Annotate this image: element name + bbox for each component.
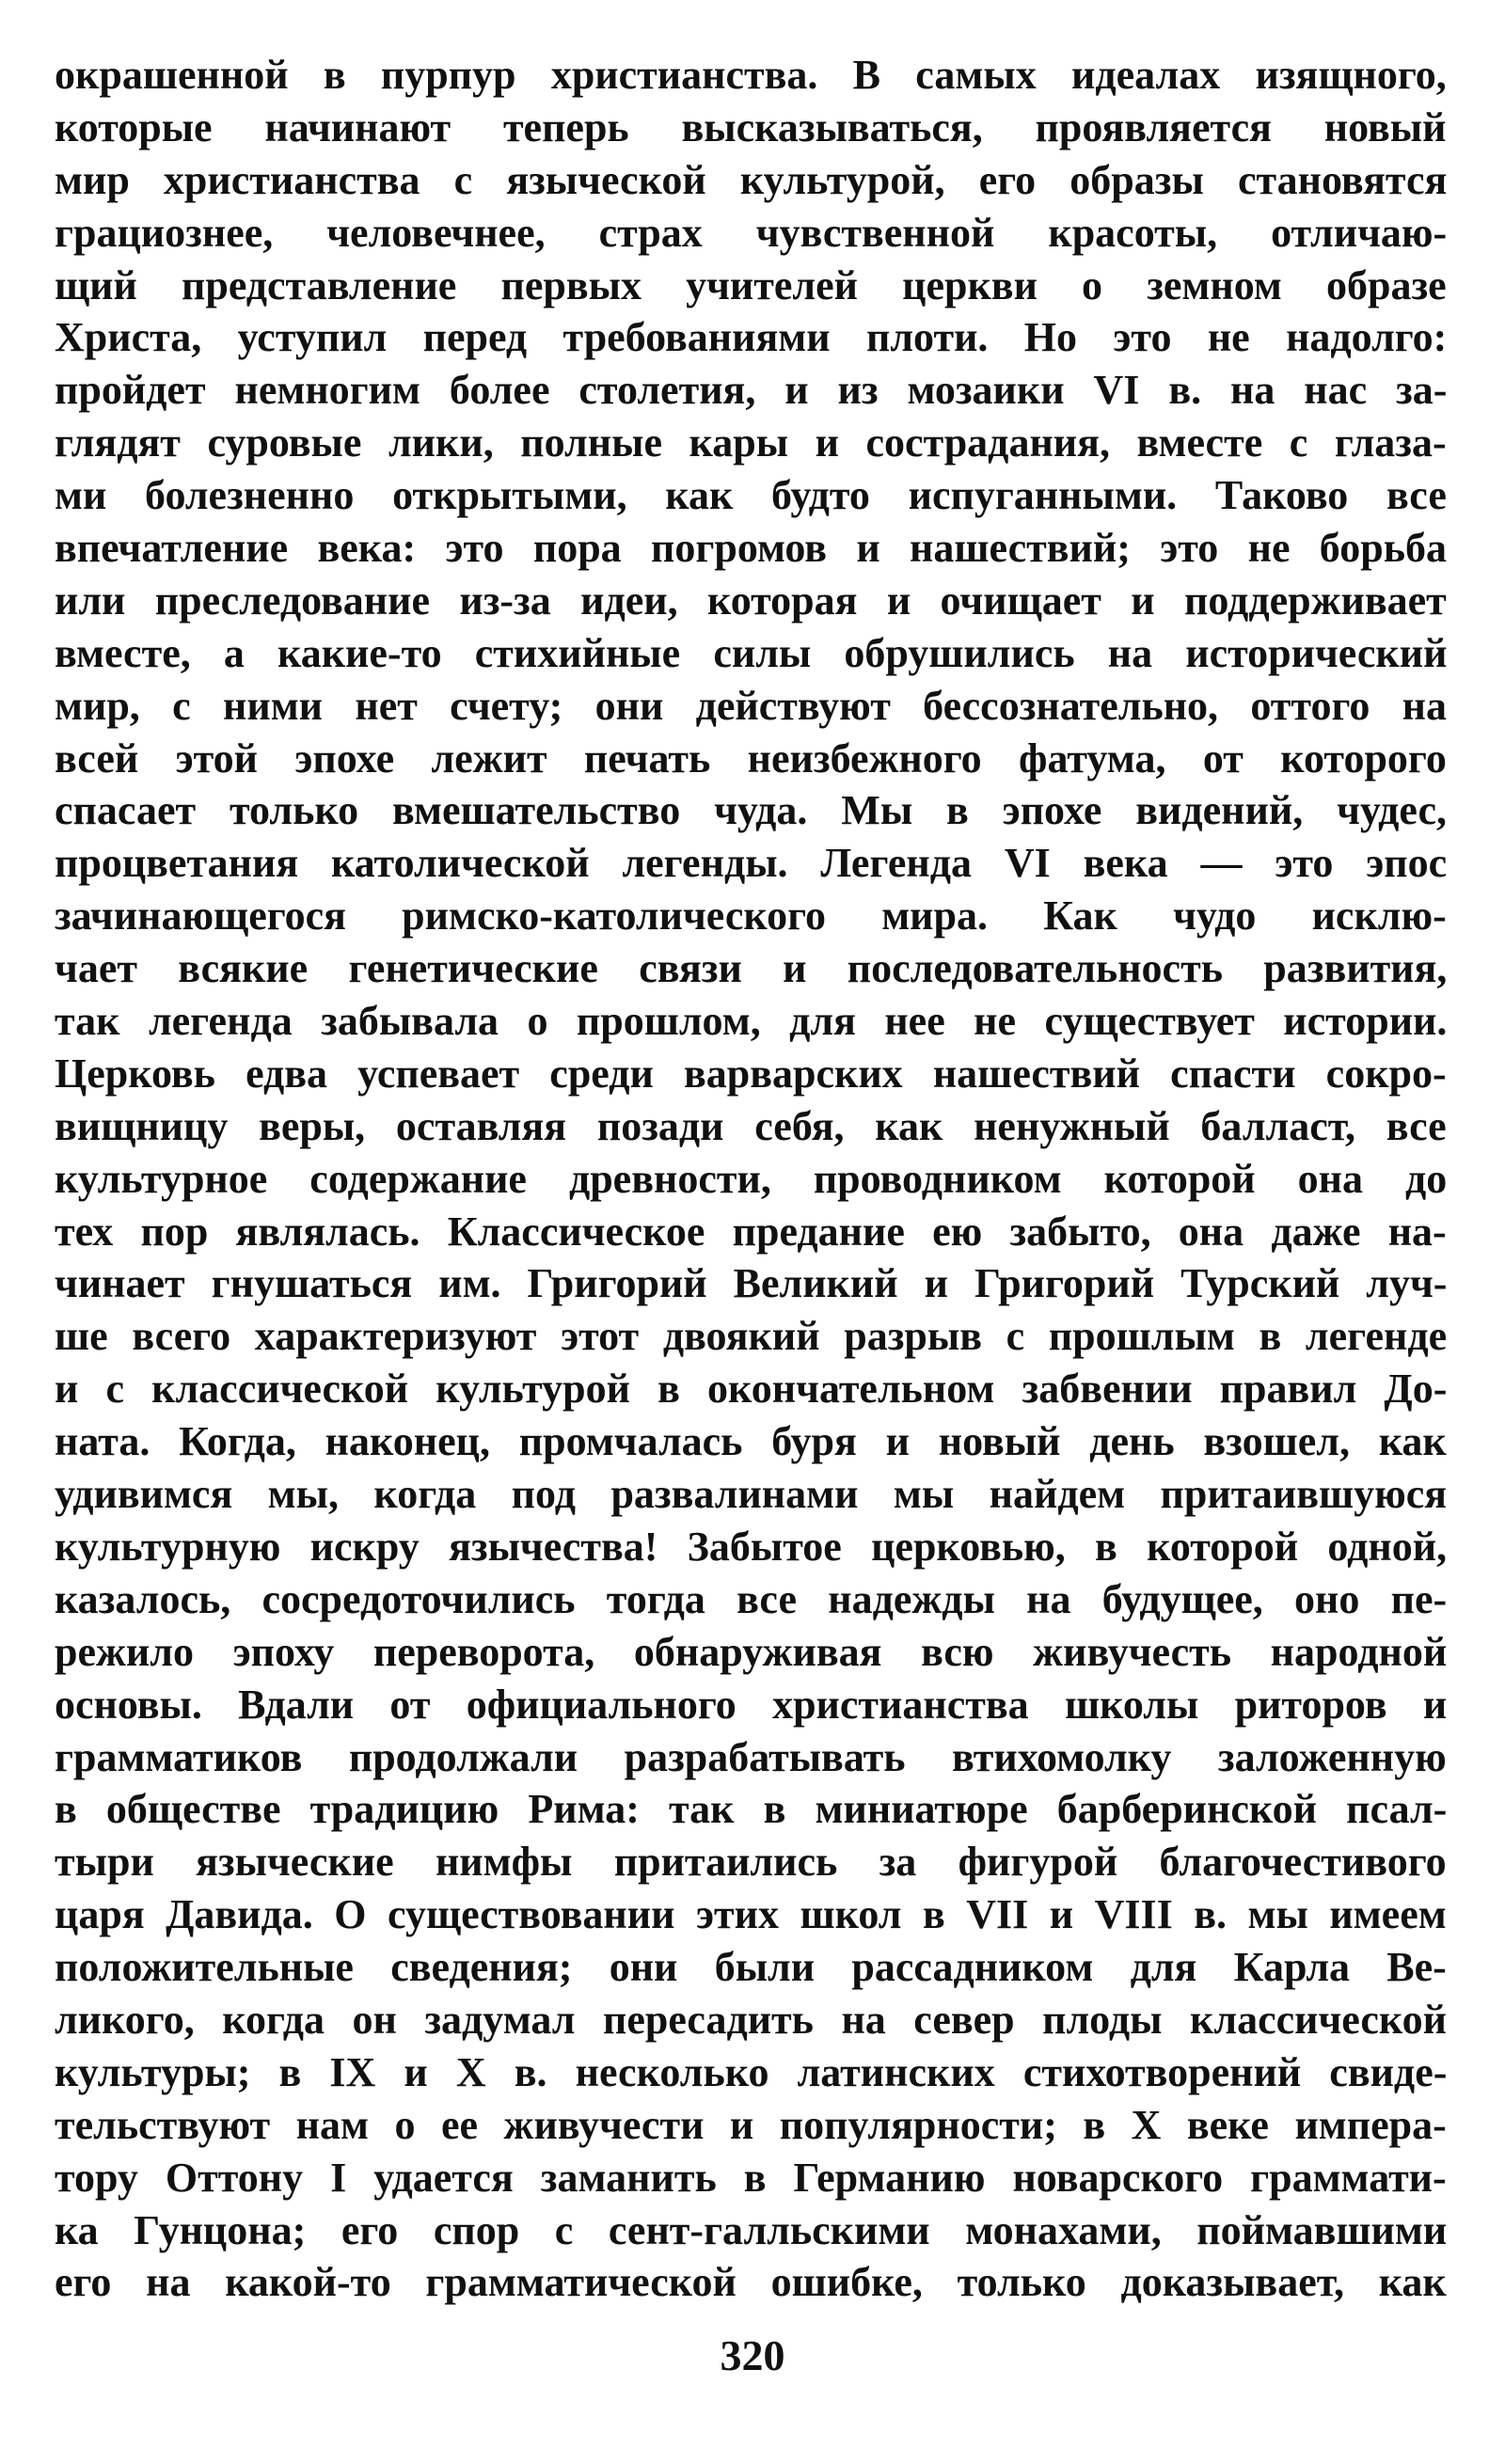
text-line: щий представление первых учителей церкви о земном образе xyxy=(55,261,1447,308)
text-line: так легенда забывала о прошлом, для нее не существует истории. xyxy=(55,998,1447,1045)
text-line: вищницу веры, оставляя позади себя, как ненужный балласт, все xyxy=(55,1102,1447,1149)
text-line: глядят суровые лики, полные кары и сострадания, вместе с глаза- xyxy=(55,419,1447,466)
text-line: вместе, а какие-то стихийные силы обрушились на исторический xyxy=(55,629,1447,676)
text-line: Церковь едва успевает среди варварских нашествий спасти сокро- xyxy=(55,1050,1447,1097)
text-line: положительные сведения; они были рассадником для Карла Ве- xyxy=(55,1944,1447,1991)
text-line: чает всякие генетические связи и последовательность развития, xyxy=(55,945,1447,992)
text-line: тельствуют нам о ее живучести и популярности; в X веке импера- xyxy=(55,2101,1447,2148)
text-line: мир христианства с языческой культурой, его образы становятся xyxy=(55,156,1447,203)
text-line: ми болезненно открытыми, как будто испуганными. Таково все xyxy=(55,472,1447,519)
text-line: процветания католической легенды. Легенда VI века — это эпос xyxy=(55,840,1447,887)
text-line: ликого, когда он задумал пересадить на север плоды классической xyxy=(55,1996,1447,2043)
text-line: ше всего характеризуют этот двоякий разрыв с прошлым в легенде xyxy=(55,1313,1447,1360)
text-line: пройдет немногим более столетия, и из мозаики VI в. на нас за- xyxy=(55,367,1447,414)
text-line: спасает только вмешательство чуда. Мы в эпохе видений, чудес, xyxy=(55,787,1447,834)
text-line: культуры; в IX и X в. несколько латинских стихотворений свиде- xyxy=(55,2048,1447,2095)
text-line: Христа, уступил перед требованиями плоти. Но это не надолго: xyxy=(55,314,1447,361)
page-number: 320 xyxy=(720,2331,785,2379)
text-line: царя Давида. О существовании этих школ в VII и VIII в. мы имеем xyxy=(55,1891,1447,1938)
text-line: ната. Когда, наконец, промчалась буря и новый день взошел, как xyxy=(55,1418,1447,1465)
text-line: или преследование из-за идеи, которая и очищает и поддерживает xyxy=(55,577,1447,624)
text-line: тыри языческие нимфы притаились за фигурой благочестивого xyxy=(55,1839,1447,1886)
text-line: удивимся мы, когда под развалинами мы найдем притаившуюся xyxy=(55,1471,1447,1518)
text-line: которые начинают теперь высказываться, проявляется новый xyxy=(55,103,1447,150)
text-line: ка Гунцона; его спор с сент-галльскими монахами, поймавшими xyxy=(55,2206,1447,2253)
text-line: и с классической культурой в окончательном забвении правил До- xyxy=(55,1366,1447,1413)
text-line: тех пор являлась. Классическое предание ею забыто, она даже на- xyxy=(55,1208,1447,1255)
text-line: основы. Вдали от официального христианства школы риторов и xyxy=(55,1681,1447,1728)
text-line: режило эпоху переворота, обнаруживая всю живучесть народной xyxy=(55,1628,1447,1675)
text-line: культурную искру язычества! Забытое церковью, в которой одной, xyxy=(55,1523,1447,1570)
text-line: тору Оттону I удается заманить в Германию новарского граммати- xyxy=(55,2154,1447,2201)
text-line: культурное содержание древности, проводником которой она до xyxy=(55,1155,1447,1202)
text-line: грациознее, человечнее, страх чувственной красоты, отличаю- xyxy=(55,209,1447,256)
body-text xyxy=(55,49,1447,2309)
text-line: грамматиков продолжали разрабатывать втихомолку заложенную xyxy=(55,1733,1447,1780)
text-line: мир, с ними нет счету; они действуют бессознательно, оттого на xyxy=(55,682,1447,729)
text-line: его на какой-то грамматической ошибке, только доказывает, как xyxy=(55,2259,1447,2306)
text-line: в обществе традицию Рима: так в миниатюре барберинской псал- xyxy=(55,1786,1447,1833)
text-line: чинает гнушаться им. Григорий Великий и Григорий Турский луч- xyxy=(55,1260,1447,1307)
text-line: окрашенной в пурпур христианства. В самых идеалах изящного, xyxy=(55,52,1447,98)
text-line: зачинающегося римско-католического мира. Как чудо исклю- xyxy=(55,892,1447,940)
text-line: казалось, сосредоточились тогда все надежды на будущее, оно пе- xyxy=(55,1575,1447,1622)
text-line: впечатление века: это пора погромов и нашествий; это не борьба xyxy=(55,525,1447,572)
text-line: всей этой эпохе лежит печать неизбежного фатума, от которого xyxy=(55,734,1447,782)
